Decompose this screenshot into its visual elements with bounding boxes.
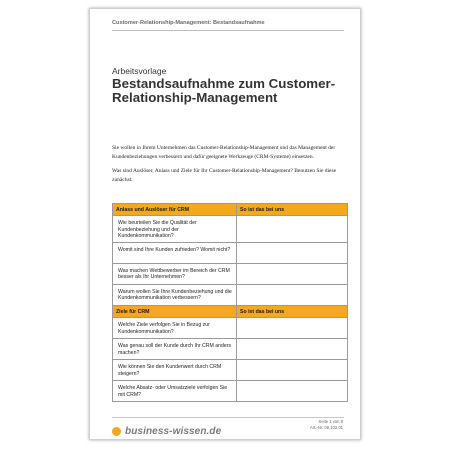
intro-paragraph-1: Sie wollen in Ihrem Unternehmen das Customer-Relationship-Management und das Management der Kundenbeziehungen verbessern und dafür geeignete Werkzeuge (CRM-Systeme) einsetzen. [112,145,336,160]
answer-cell[interactable] [237,381,348,402]
page-number: Seite 1 von 8 [318,419,343,424]
intro-paragraph-2: Was sind Auslöser, Anlass und Ziele für Ihr Customer-Relationship-Management? Benutzen Sie diese zunächst. [112,168,337,183]
answer-cell[interactable] [237,318,348,339]
table-row [113,318,348,339]
intro-text [112,144,350,190]
table-row [113,360,348,381]
running-header: Customer-Relationship-Management: Bestandsaufnahme [112,20,265,26]
answer-cell[interactable] [237,243,348,264]
question-cell: Was machen Wettbewerber im Bereich der CRM besser als Ihr Unternehmen? [113,264,237,285]
answer-cell[interactable] [237,264,348,285]
worksheet-table [112,203,348,402]
document-page [89,8,361,440]
answer-cell[interactable] [237,285,348,306]
footer-divider [112,417,344,418]
question-cell: Wie beurteilen Sie die Qualität der Kundenbeziehung und der Kundenkommunikation? [113,216,237,243]
brand-logo[interactable] [112,425,221,437]
header-divider [112,30,344,31]
question-cell: Wie können Sie den Kundenwert durch CRM steigern? [113,360,237,381]
question-cell: Welche Ziele verfolgen Sie in Bezug zur Kundenkommunikation? [113,318,237,339]
brand-dot-icon [112,427,121,436]
question-cell: Warum wollen Sie Ihre Kundenbeziehung und die Kundenkommunikation verbessern? [113,285,237,306]
section-header-goals: Ziele für CRM [113,306,237,318]
document-title: Bestandsaufnahme zum Customer-Relationship-Management [112,76,336,106]
table-row [113,285,348,306]
brand-name: business-wissen.de [125,425,222,437]
answer-cell[interactable] [237,360,348,381]
section-header-status: So ist das bei uns [237,306,348,318]
table-row [113,264,348,285]
section-header-row [113,306,348,318]
table-row [113,339,348,360]
table-row [113,243,348,264]
section-header-row [113,204,348,216]
question-cell: Was genau soll der Kunde durch Ihr CRM anders machen? [113,339,237,360]
article-number: Art.-Nr. 08.102.01 [309,425,343,431]
page-info [310,419,343,431]
section-header-cause: Anlass und Auslöser für CRM [113,204,237,216]
question-cell: Welche Absatz- oder Umsatzziele verfolgen Sie mit CRM? [113,381,237,402]
table-row [113,381,348,402]
document-kicker: Arbeitsvorlage [112,66,167,76]
answer-cell[interactable] [237,339,348,360]
section-header-status: So ist das bei uns [237,204,348,216]
answer-cell[interactable] [237,216,348,243]
table-row [113,216,348,243]
question-cell: Womit sind Ihre Kunden zufrieden? Womit nicht? [113,243,237,264]
